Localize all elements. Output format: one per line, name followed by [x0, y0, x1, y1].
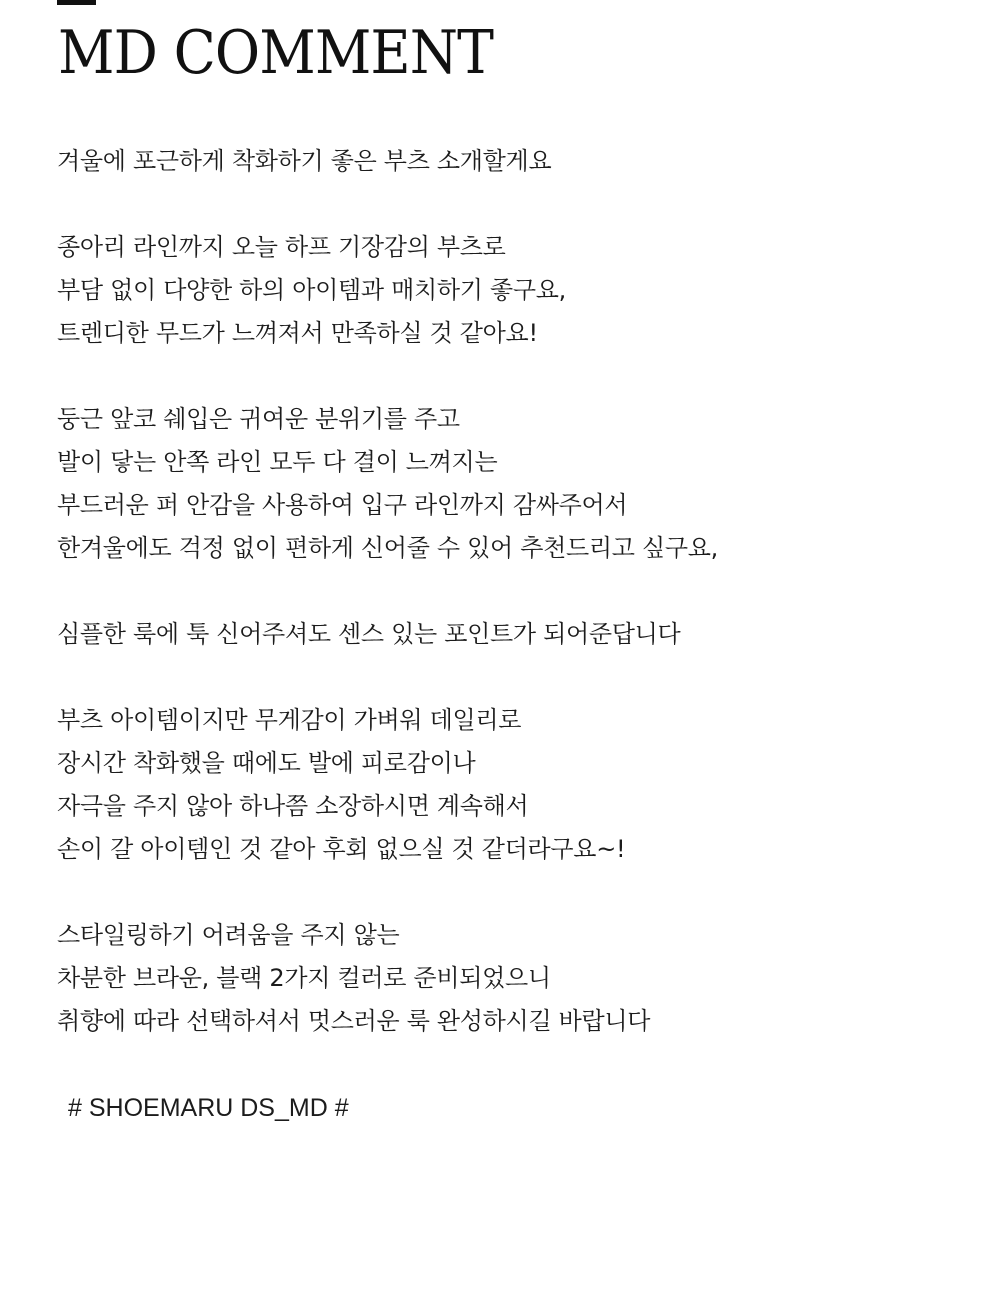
comment-line: 장시간 착화했을 때에도 발에 피로감이나 — [57, 749, 476, 777]
comment-line: 부담 없이 다양한 하의 아이템과 매치하기 좋구요, — [57, 276, 566, 304]
comment-blank-line — [57, 570, 957, 613]
comment-line: 부드러운 퍼 안감을 사용하여 입구 라인까지 감싸주어서 — [57, 491, 628, 519]
page-title: MD COMMENT — [58, 18, 494, 88]
comment-line: 자극을 주지 않아 하나쯤 소장하시면 계속해서 — [57, 792, 529, 820]
comment-line: 차분한 브라운, 블랙 2가지 컬러로 준비되었으니 — [57, 964, 551, 992]
comment-line: 트렌디한 무드가 느껴져서 만족하실 것 같아요! — [57, 319, 538, 347]
comment-line: 둥근 앞코 쉐입은 귀여운 분위기를 주고 — [57, 405, 460, 433]
comment-line: 취향에 따라 선택하셔서 멋스러운 룩 완성하시길 바랍니다 — [57, 1007, 651, 1035]
comment-line: 발이 닿는 안쪽 라인 모두 다 결이 느껴지는 — [57, 448, 498, 476]
comment-blank-line — [57, 355, 957, 398]
comment-line: 손이 갈 아이템인 것 같아 후회 없으실 것 같더라구요~! — [57, 835, 626, 863]
comment-line: 겨울에 포근하게 착화하기 좋은 부츠 소개할게요 — [57, 147, 552, 175]
title-accent-bar — [57, 0, 96, 5]
comment-line: 스타일링하기 어려움을 주지 않는 — [57, 921, 400, 949]
comment-blank-line — [57, 183, 957, 226]
comment-line: 심플한 룩에 툭 신어주셔도 센스 있는 포인트가 되어준답니다 — [57, 620, 681, 648]
comment-line: 종아리 라인까지 오늘 하프 기장감의 부츠로 — [57, 233, 506, 261]
comment-blank-line — [57, 871, 957, 914]
hashtag-signature: # SHOEMARU DS_MD # — [68, 1094, 349, 1122]
md-comment-body — [57, 140, 957, 1043]
comment-line: 부츠 아이템이지만 무게감이 가벼워 데일리로 — [57, 706, 522, 734]
comment-line: 한겨울에도 걱정 없이 편하게 신어줄 수 있어 추천드리고 싶구요, — [57, 534, 718, 562]
comment-blank-line — [57, 656, 957, 699]
